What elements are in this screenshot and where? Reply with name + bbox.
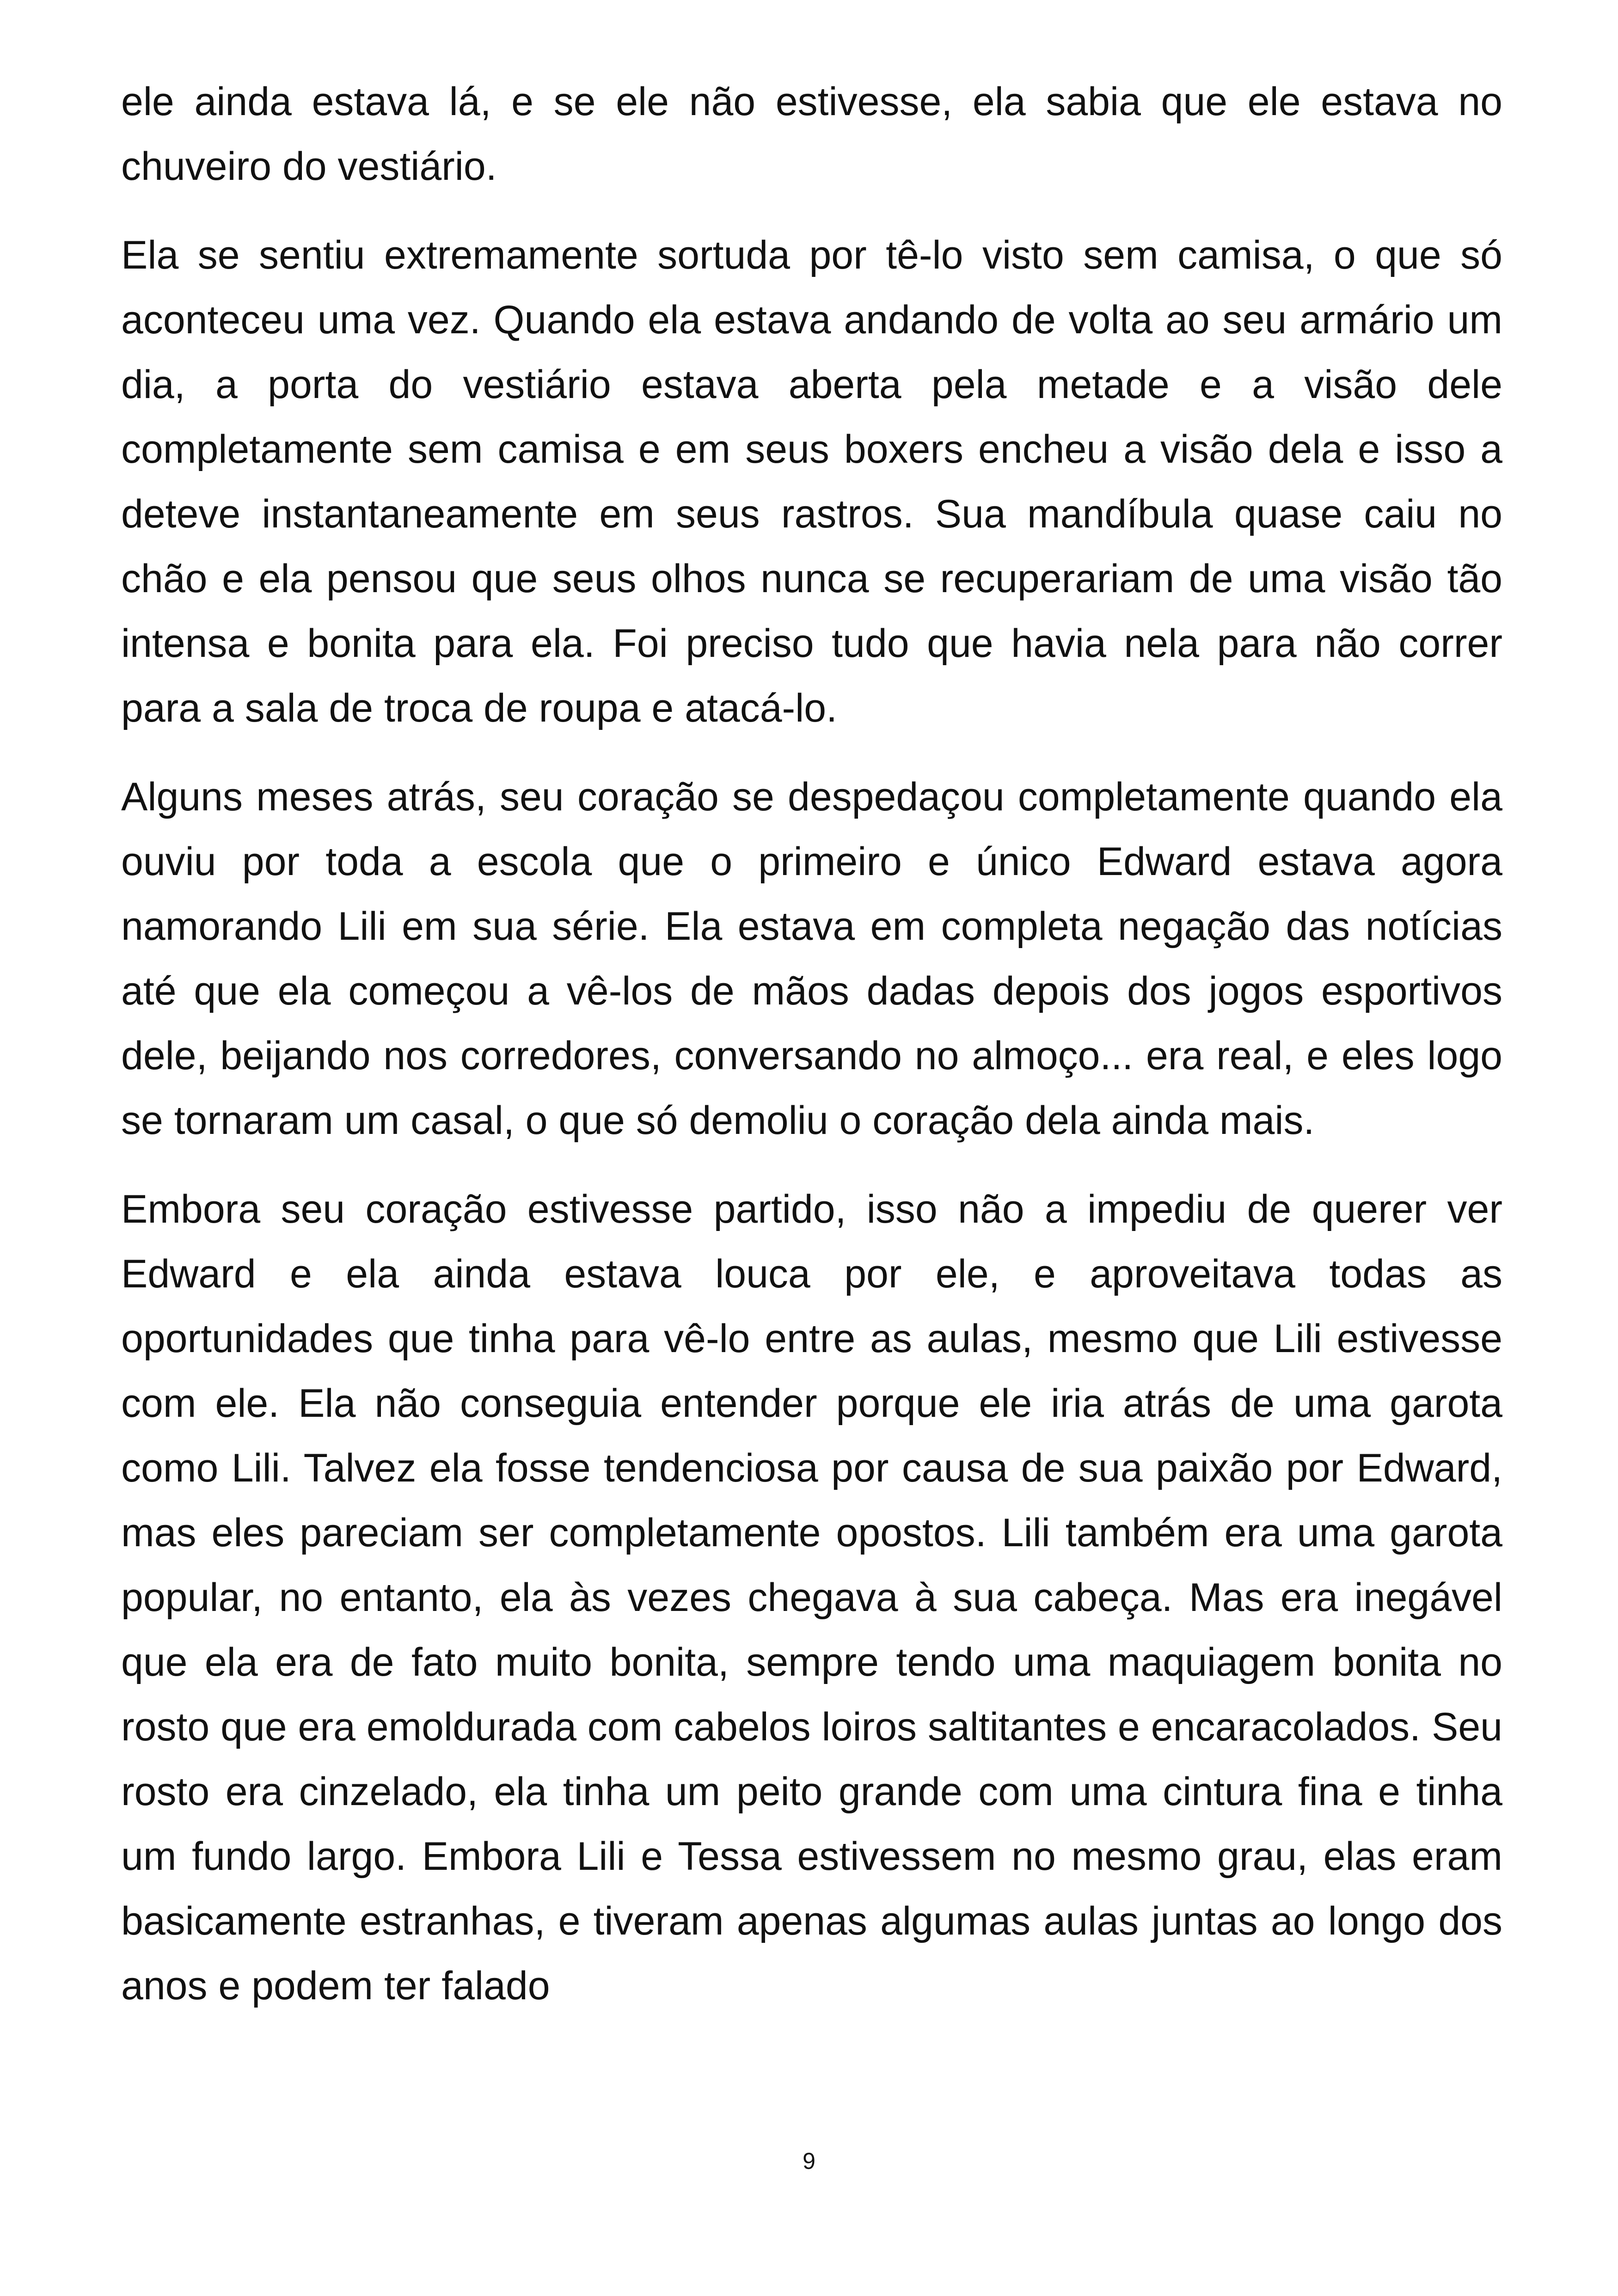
body-text bbox=[121, 69, 1502, 2018]
paragraph-4: Embora seu coração estivesse partido, isso não a impediu de querer ver Edward e ela ainda estava louca por ele, e aproveitava todas as oportunidades que tinha para vê-lo entre as aulas, mesmo que Lili estivesse com ele. Ela não conseguia entender porque ele iria atrás de uma garota como Lili. Talvez ela fosse tendenciosa por causa de sua paixão por Edward, mas eles pareciam ser completamente opostos. Lili também era uma garota popular, no entanto, ela às vezes chegava à sua cabeça. Mas era inegável que ela era de fato muito bonita, sempre tendo uma maquiagem bonita no rosto que era emoldurada com cabelos loiros saltitantes e encaracolados. Seu rosto era cinzelado, ela tinha um peito grande com uma cintura fina e tinha um fundo largo. Embora Lili e Tessa estivessem no mesmo grau, elas eram basicamente estranhas, e tiveram apenas algumas aulas juntas ao longo dos anos e podem ter falado bbox=[121, 1187, 1502, 2008]
paragraph-2: Ela se sentiu extremamente sortuda por tê-lo visto sem camisa, o que só aconteceu uma vez. Quando ela estava andando de volta ao seu armário um dia, a porta do vestiário estava aberta pela metade e a visão dele completamente sem camisa e em seus boxers encheu a visão dela e isso a deteve instantaneamente em seus rastros. Sua mandíbula quase caiu no chão e ela pensou que seus olhos nunca se recuperariam de uma visão tão intensa e bonita para ela. Foi preciso tudo que havia nela para não correr para a sala de troca de roupa e atacá-lo. bbox=[121, 233, 1502, 730]
page-number: 9 bbox=[803, 2148, 815, 2174]
paragraph-3: Alguns meses atrás, seu coração se despedaçou completamente quando ela ouviu por toda a escola que o primeiro e único Edward estava agora namorando Lili em sua série. Ela estava em completa negação das notícias até que ela começou a vê-los de mãos dadas depois dos jogos esportivos dele, beijando nos corredores, conversando no almoço... era real, e eles logo se tornaram um casal, o que só demoliu o coração dela ainda mais. bbox=[121, 775, 1502, 1143]
paragraph-1: ele ainda estava lá, e se ele não estivesse, ela sabia que ele estava no chuveiro do vestiário. bbox=[121, 80, 1502, 189]
